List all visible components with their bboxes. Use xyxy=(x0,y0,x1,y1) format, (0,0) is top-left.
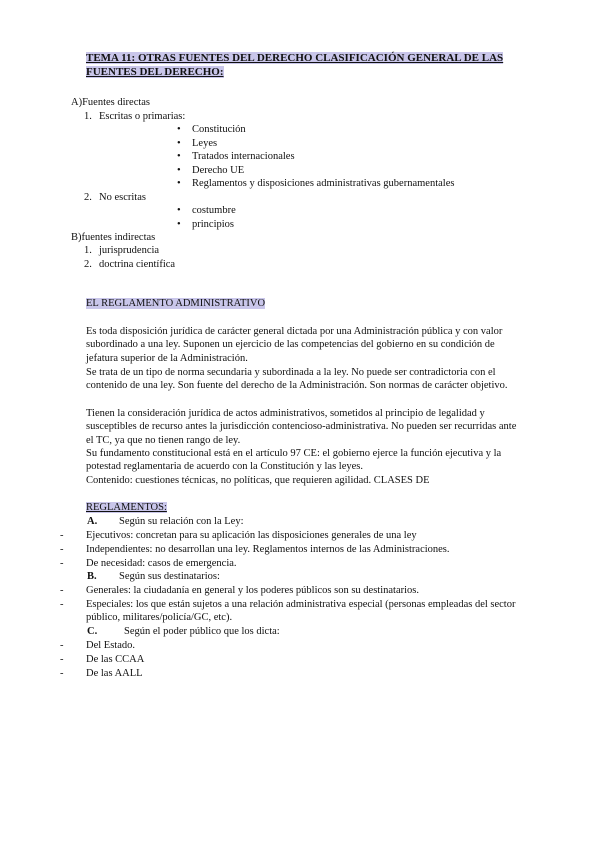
b-item: jurisprudencia xyxy=(99,245,160,256)
bullet: • xyxy=(177,165,181,176)
title-line-1: TEMA 11: OTRAS FUENTES DEL DERECHO CLASIFICACIÓN GENERAL DE LAS xyxy=(86,52,504,64)
list-item: Del Estado. xyxy=(86,640,135,651)
list-item: Leyes xyxy=(192,138,218,149)
b-number: 2. xyxy=(84,259,92,270)
list-item: Especiales: los que están sujetos a una relación administrativa especial (personas empleadas del sector público, militares/policía/GC, etc). xyxy=(86,599,516,624)
dash: - xyxy=(60,585,64,596)
list-item: Derecho UE xyxy=(192,165,245,176)
group-letter: C. xyxy=(87,626,98,637)
b-item: doctrina científica xyxy=(99,259,176,270)
list-item: Independientes: no desarrollan una ley. Reglamentos internos de las Administraciones. xyxy=(86,544,450,555)
b-number: 1. xyxy=(84,245,92,256)
group-letter: B. xyxy=(87,571,97,582)
page-title xyxy=(86,52,516,65)
list-item: Tratados internacionales xyxy=(192,151,295,162)
list-item: principios xyxy=(192,219,234,230)
bullet: • xyxy=(177,219,181,230)
dash: - xyxy=(60,530,64,541)
paragraph: Su fundamento constitucional está en el artículo 97 CE: el gobierno ejerce la función ejecutiva y la potestad reglamentaria de acuerdo con la Constitución y las leyes. xyxy=(86,448,502,473)
section-b-heading: B)fuentes indirectas xyxy=(71,232,156,243)
dash: - xyxy=(60,654,64,665)
section-a-heading: A)Fuentes directas xyxy=(71,97,151,108)
group-letter: A. xyxy=(87,516,98,527)
dash: - xyxy=(60,544,64,555)
bullet: • xyxy=(177,151,181,162)
dash: - xyxy=(60,558,64,569)
group-label: Según su relación con la Ley: xyxy=(119,516,244,527)
bullet: • xyxy=(177,124,181,135)
a2-number: 2. xyxy=(84,192,92,203)
reglamentos-heading xyxy=(86,501,167,514)
reglamentos-heading-text: REGLAMENTOS: xyxy=(86,502,167,513)
dash: - xyxy=(60,599,64,610)
list-item: De necesidad: casos de emergencia. xyxy=(86,558,237,569)
paragraph: Se trata de un tipo de norma secundaria y subordinada a la ley. No puede ser contradictoria con el contenido de una ley. Son fuente del derecho de la Administración. Son normas de carácter objetivo. xyxy=(86,367,508,392)
list-item: Ejecutivos: concretan para su aplicación las disposiciones generales de una ley xyxy=(86,530,417,541)
group-label: Según sus destinatarios: xyxy=(119,571,220,582)
page-title-cont xyxy=(86,66,516,79)
list-item: Generales: la ciudadanía en general y los poderes públicos son su destinatarios. xyxy=(86,585,419,596)
paragraph: Es toda disposición jurídica de carácter general dictada por una Administración pública y con valor subordinado a una ley. Suponen un ejercicio de las competencias del gobierno en su condición de jefatura superior de la Administración. xyxy=(86,326,503,364)
reglamento-heading-text: EL REGLAMENTO ADMINISTRATIVO xyxy=(86,298,266,309)
bullet: • xyxy=(177,178,181,189)
reglamento-heading xyxy=(86,297,265,310)
paragraph: Tienen la consideración jurídica de actos administrativos, sometidos al principio de legalidad y susceptibles de recurso antes la jurisdicción contencioso-administrativa. No pueden ser recurridas ante el TC, ya que no tienen rango de ley. xyxy=(86,408,517,446)
bullet: • xyxy=(177,138,181,149)
list-item: De las CCAA xyxy=(86,654,145,665)
paragraph: Contenido: cuestiones técnicas, no políticas, que requieren agilidad. CLASES DE xyxy=(86,475,430,486)
a1-label: Escritas o primarias: xyxy=(99,111,186,122)
list-item: De las AALL xyxy=(86,668,143,679)
a2-label: No escritas xyxy=(99,192,146,203)
a1-number: 1. xyxy=(84,111,92,122)
group-label: Según el poder público que los dicta: xyxy=(124,626,280,637)
list-item: costumbre xyxy=(192,205,236,216)
dash: - xyxy=(60,640,64,651)
dash: - xyxy=(60,668,64,679)
list-item: Reglamentos y disposiciones administrativas gubernamentales xyxy=(192,178,455,189)
bullet: • xyxy=(177,205,181,216)
list-item: Constitución xyxy=(192,124,246,135)
title-line-2: FUENTES DEL DERECHO: xyxy=(86,66,224,78)
